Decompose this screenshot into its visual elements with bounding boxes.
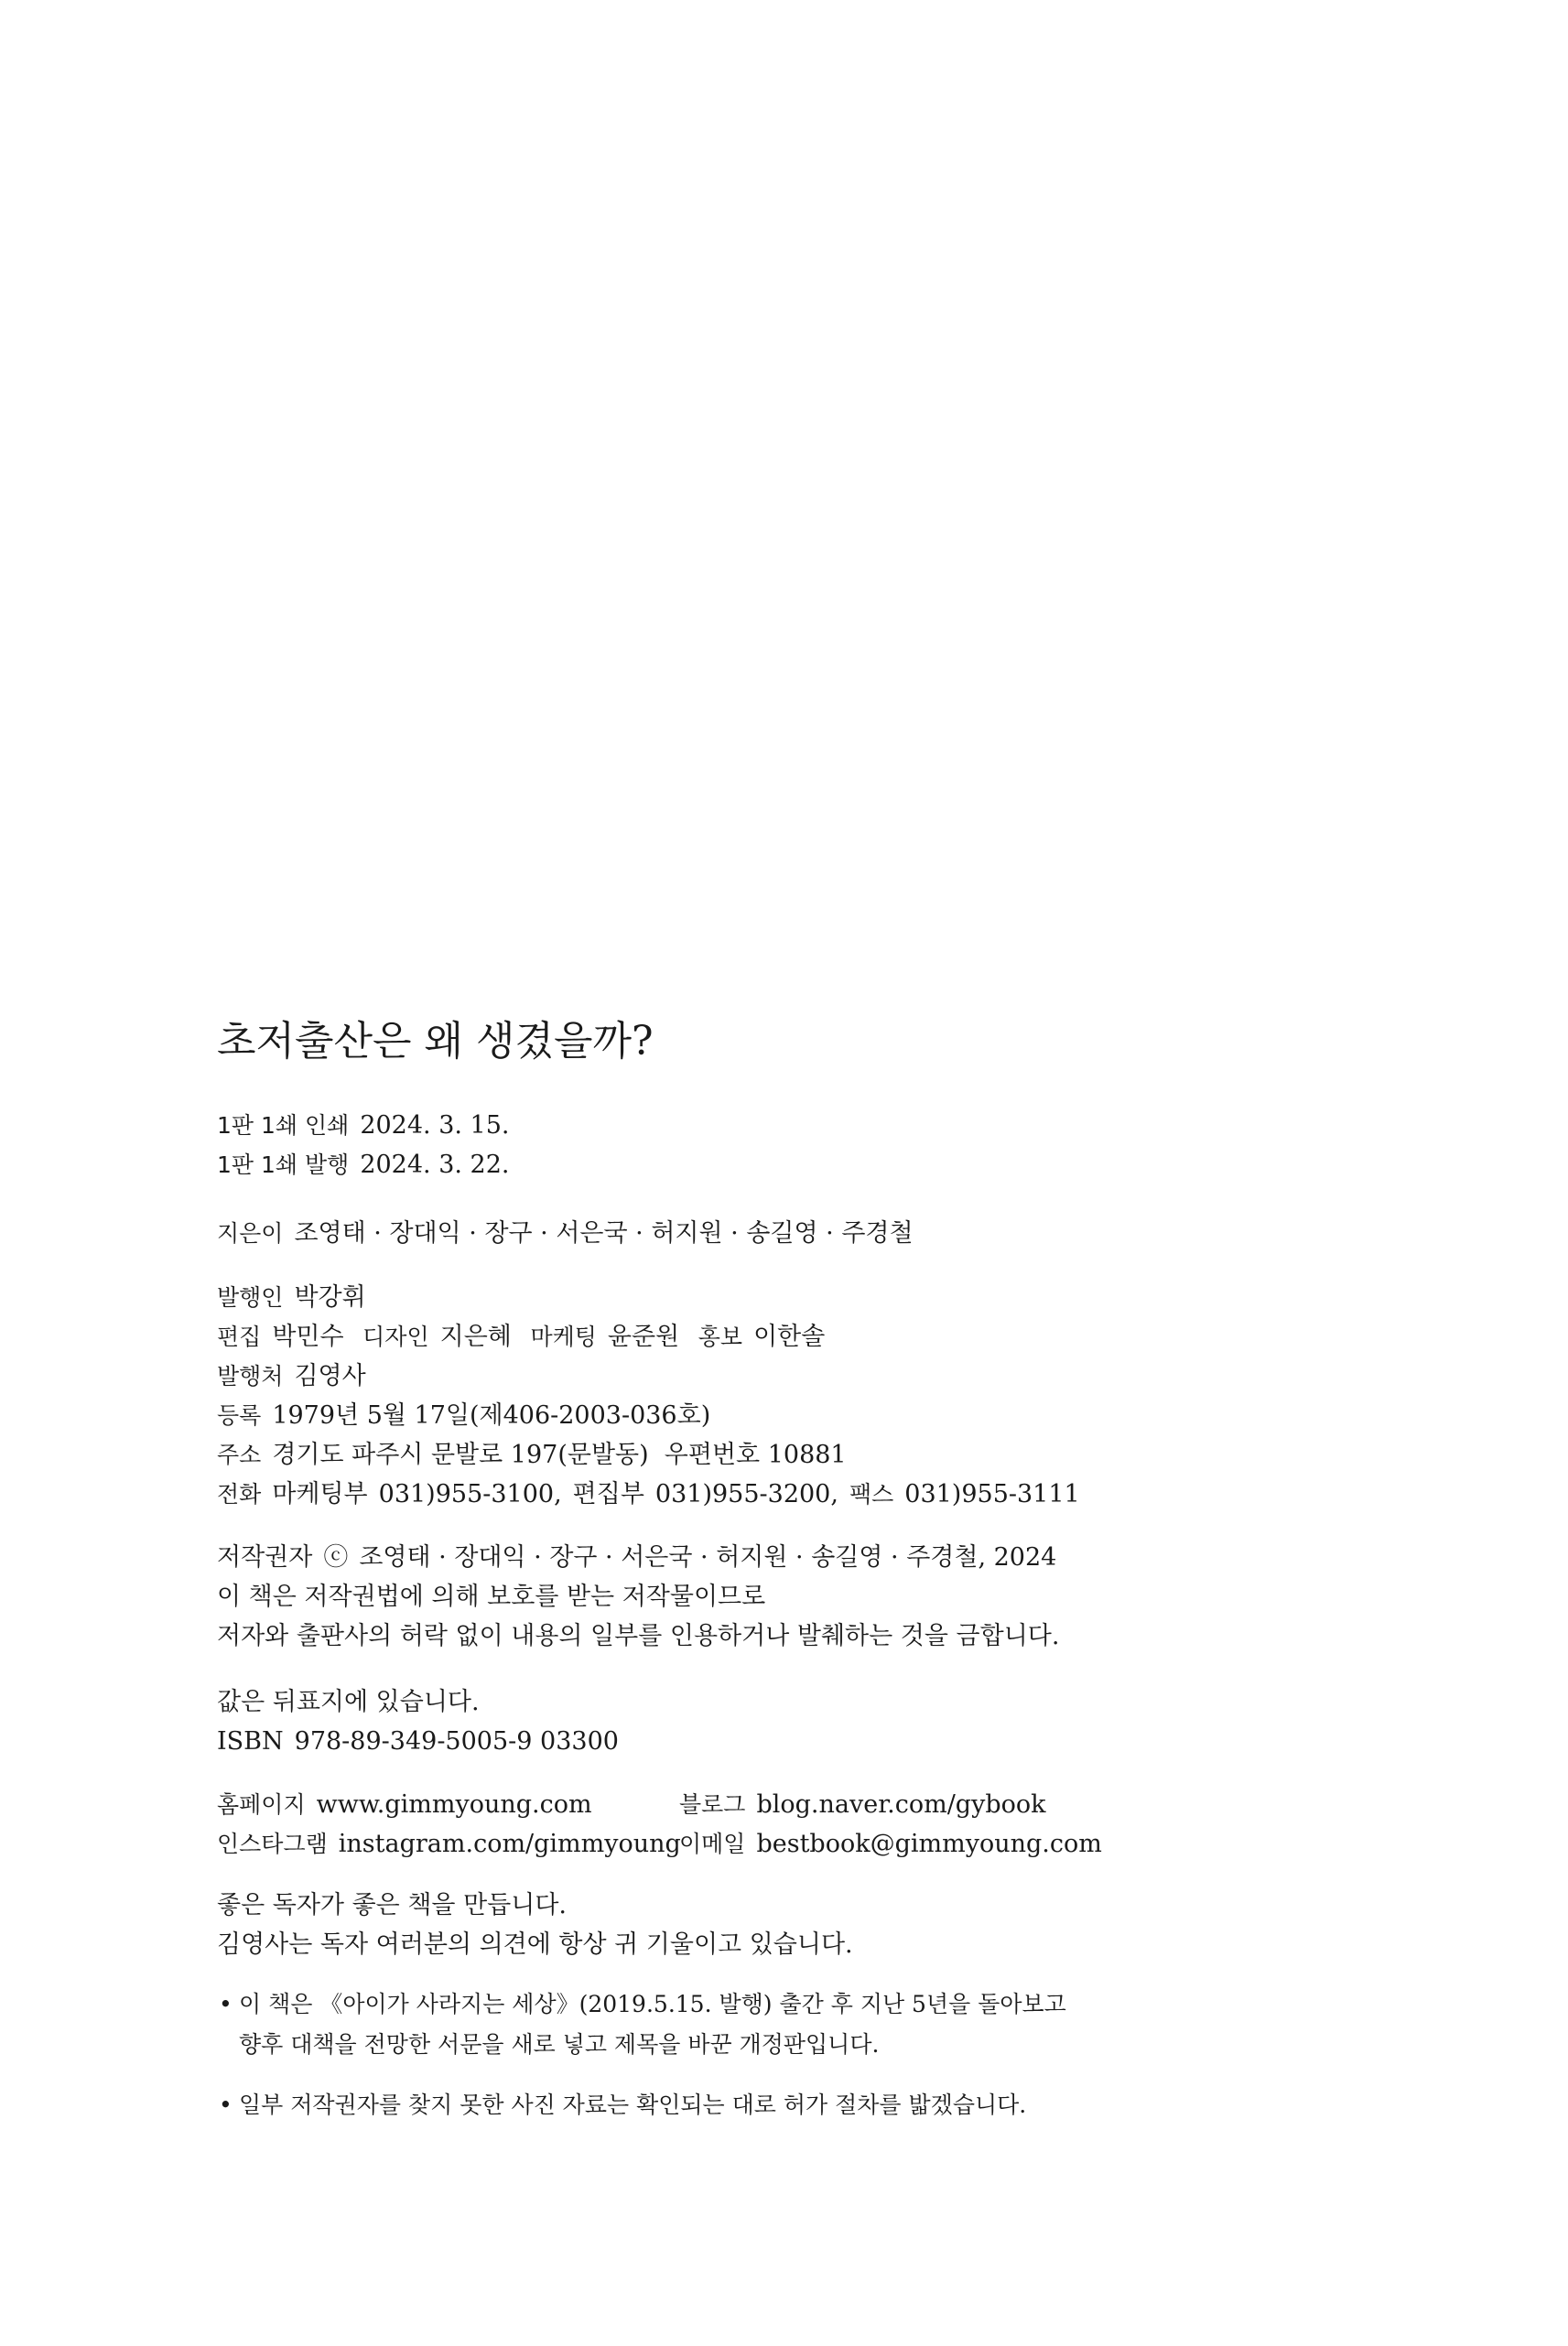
homepage-label: 홈페이지 [217, 1791, 306, 1818]
copyright-holders: 조영태 · 장대익 · 장구 · 서은국 · 허지원 · 송길영 · 주경철, 2024 [359, 1543, 1057, 1572]
publisher-person-label: 발행인 [217, 1284, 284, 1311]
designer-value: 지은혜 [439, 1323, 512, 1351]
note-2-text: 일부 저작권자를 찾지 못한 사진 자료는 확인되는 대로 허가 절차를 밟겠습니다. [239, 2092, 1027, 2118]
publishing-row [217, 1145, 509, 1184]
fax-label: 팩스 [849, 1481, 894, 1508]
phone-label: 전화 [217, 1481, 262, 1508]
fax-number: 031)955-3111 [904, 1480, 1080, 1508]
staff-row [217, 1317, 1080, 1357]
copyright-symbol: ⓒ [323, 1543, 349, 1572]
address-value: 경기도 파주시 문발로 197(문발동) 우편번호 10881 [272, 1441, 847, 1469]
publisher-person-value: 박강휘 [294, 1283, 366, 1312]
editorial-phone: 031)955-3200, [654, 1480, 838, 1508]
bullet-icon: • [219, 1991, 232, 2017]
registration-label: 등록 [217, 1402, 262, 1429]
designer-label: 디자인 [362, 1324, 429, 1350]
printing-row [217, 1106, 509, 1145]
bullet-icon: • [219, 2092, 232, 2118]
editor-value: 박민수 [272, 1323, 344, 1351]
publisher-person-row [217, 1278, 1080, 1317]
publisher-info [217, 1278, 1080, 1514]
notes [217, 1984, 1066, 2125]
instagram-label: 인스타그램 [217, 1831, 328, 1857]
note-2 [217, 2085, 1066, 2125]
registration-value: 1979년 5월 17일(제406-2003-036호) [272, 1401, 711, 1430]
blog-url[interactable]: blog.naver.com/gybook [756, 1790, 1046, 1819]
web-info [217, 1785, 1102, 1864]
address-label: 주소 [217, 1442, 262, 1468]
printing-label: 1판 1쇄 인쇄 [217, 1112, 350, 1139]
registration-row [217, 1396, 1080, 1435]
copyright-notice-1: 이 책은 저작권법에 의해 보호를 받는 저작물이므로 [217, 1583, 766, 1611]
web-row-2 [217, 1824, 1102, 1864]
price-info [217, 1682, 619, 1761]
printing-info [217, 1106, 509, 1184]
copyright-row [217, 1538, 1059, 1577]
motto [217, 1886, 853, 1964]
authors-value: 조영태 · 장대익 · 장구 · 서은국 · 허지원 · 송길영 · 주경철 [294, 1219, 914, 1248]
pr-value: 이한솔 [753, 1323, 826, 1351]
pr-label: 홍보 [697, 1324, 743, 1350]
phone-row [217, 1475, 1080, 1514]
homepage-url[interactable]: www.gimmyoung.com [316, 1790, 592, 1819]
marketing-phone: 031)955-3100, [378, 1480, 562, 1508]
copyright-label: 저작권자 [217, 1543, 313, 1572]
isbn-row [217, 1722, 619, 1761]
email-address[interactable]: bestbook@gimmyoung.com [756, 1830, 1102, 1858]
publishing-label: 1판 1쇄 발행 [217, 1151, 350, 1178]
note-1 [217, 1984, 1066, 2065]
motto-line-2: 김영사는 독자 여러분의 의견에 항상 귀 기울이고 있습니다. [217, 1930, 853, 1959]
editor-label: 편집 [217, 1324, 262, 1350]
address-row [217, 1435, 1080, 1475]
company-row [217, 1357, 1080, 1396]
book-title: 초저출산은 왜 생겼을까? [217, 1018, 654, 1065]
instagram-url[interactable]: instagram.com/gimmyoung [338, 1830, 681, 1858]
note-1-line-2: 향후 대책을 전망한 서문을 새로 넣고 제목을 바꾼 개정판입니다. [239, 2031, 880, 2058]
printing-date: 2024. 3. 15. [360, 1111, 510, 1140]
copyright-info [217, 1538, 1059, 1656]
price-text: 값은 뒤표지에 있습니다. [217, 1688, 480, 1716]
authors-info [217, 1214, 914, 1253]
company-value: 김영사 [294, 1362, 366, 1390]
blog-label: 블로그 [679, 1791, 746, 1818]
marketing-label: 마케팅 [530, 1324, 597, 1350]
copyright-notice-2: 저자와 출판사의 허락 없이 내용의 일부를 인용하거나 발췌하는 것을 금합니다. [217, 1622, 1060, 1650]
publishing-date: 2024. 3. 22. [360, 1151, 510, 1179]
motto-line-1: 좋은 독자가 좋은 책을 만듭니다. [217, 1891, 567, 1919]
marketing-phone-label: 마케팅부 [272, 1480, 368, 1508]
email-label: 이메일 [679, 1831, 746, 1857]
note-1-line-1: 이 책은 《아이가 사라지는 세상》(2019.5.15. 발행) 출간 후 지난 5년을 돌아보고 [239, 1991, 1066, 2017]
editorial-phone-label: 편집부 [572, 1480, 644, 1508]
isbn-label: ISBN [217, 1727, 284, 1756]
company-label: 발행처 [217, 1363, 284, 1389]
marketing-value: 윤준원 [607, 1323, 680, 1351]
web-row-1 [217, 1785, 1102, 1824]
isbn-value: 978-89-349-5005-9 03300 [294, 1727, 619, 1756]
authors-label: 지은이 [217, 1220, 284, 1247]
